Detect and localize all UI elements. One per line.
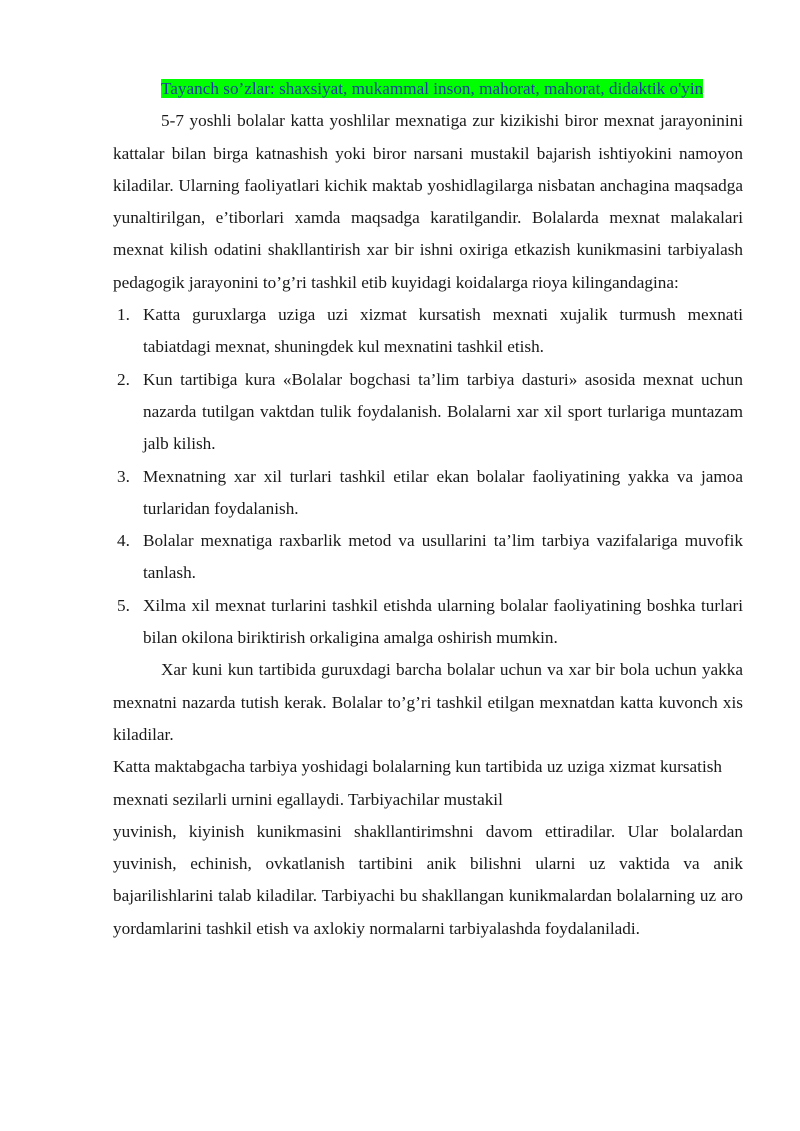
body-paragraph-3: Katta maktabgacha tarbiya yoshidagi bolalarning kun tartibida uz uziga xizmat kursatish mexnati sezilarli urnini egallaydi. Tarbiyachilar mustakil bbox=[113, 757, 723, 809]
body-paragraph-2: Xar kuni kun tartibida guruxdagi barcha bolalar uchun va xar bir bola uchun yakka mexnatni nazarda tutish kerak. Bolalar to’g’ri tashkil etilgan mexnatdan katta kuvonch xis kiladilar. bbox=[113, 660, 743, 744]
list-item-number: 5. bbox=[117, 595, 130, 615]
body-paragraph-1: 5-7 yoshli bolalar katta yoshlilar mexnatiga zur kizikishi biror mexnat jarayoninini kattalar bilan birga katnashish yoki biror narsani mustakil bajarish ishtiyokini namoyon kiladilar. Ularning faoliyatlari kichik maktab yoshidlagilarga nisbatan anchagina maqsadga yunaltirilgan, e’tiborlari xamda maqsadga karatilgandir. Bolalarda mexnat malakalari mexnat kilish odatini shakllantirish xar bir ishni oxiriga etkazish kunikmasini tarbiyalash pedagogik jarayonini to’g’ri tashkil etib kuyidagi koidalarga rioya kilingandagina: bbox=[113, 111, 743, 292]
body-paragraph-4: yuvinish, kiyinish kunikmasini shakllantirimshni davom ettiradilar. Ular bolalardan yuvinish, echinish, ovkatlanish tartibini anik bilishni ularni uz vaktida va anik bajarilishlarini talab kiladilar. Tarbiyachi bu shakllangan kunikmalardan bolalarning uz aro yordamlarini tashkil etish va axlokiy normalarni tarbiyalashda foydalaniladi. bbox=[113, 821, 743, 938]
list-item-number: 2. bbox=[117, 369, 130, 389]
list-item bbox=[113, 461, 743, 526]
list-item-text: Katta guruxlarga uziga uzi xizmat kursatish mexnati xujalik turmush mexnati tabiatdagi mexnat, shuningdek kul mexnatini tashkil etish. bbox=[143, 305, 743, 357]
list-item-text: Bolalar mexnatiga raxbarlik metod va usullarini ta’lim tarbiya vazifalariga muvofik tanlash. bbox=[143, 531, 743, 583]
list-item bbox=[113, 364, 743, 461]
keywords-paragraph bbox=[113, 73, 743, 105]
list-item-number: 4. bbox=[117, 531, 130, 551]
list-item bbox=[113, 299, 743, 364]
list-item-text: Kun tartibiga kura «Bolalar bogchasi ta’lim tarbiya dasturi» asosida mexnat uchun nazarda tutilgan vaktdan tulik foydalanish. Bolalarni xar xil sport turlariga muntazam jalb kilish. bbox=[143, 369, 743, 454]
list-item-text: Mexnatning xar xil turlari tashkil etilar ekan bolalar faoliyatining yakka va jamoa turlaridan foydalanish. bbox=[143, 466, 743, 518]
list-item-text: Xilma xil mexnat turlarini tashkil etishda ularning bolalar faoliyatining boshka turlari bilan okilona biriktirish orkaligina amalga oshirish mumkin. bbox=[143, 595, 743, 648]
list-item-number: 3. bbox=[117, 466, 130, 486]
list-item bbox=[113, 590, 743, 655]
rules-list bbox=[113, 299, 743, 654]
list-item bbox=[113, 525, 743, 590]
keywords-highlight: Tayanch so’zlar: shaxsiyat, mukammal inson, mahorat, mahorat, didaktik o'yin bbox=[161, 79, 704, 98]
document-page bbox=[113, 73, 743, 945]
list-item-number: 1. bbox=[117, 305, 130, 325]
